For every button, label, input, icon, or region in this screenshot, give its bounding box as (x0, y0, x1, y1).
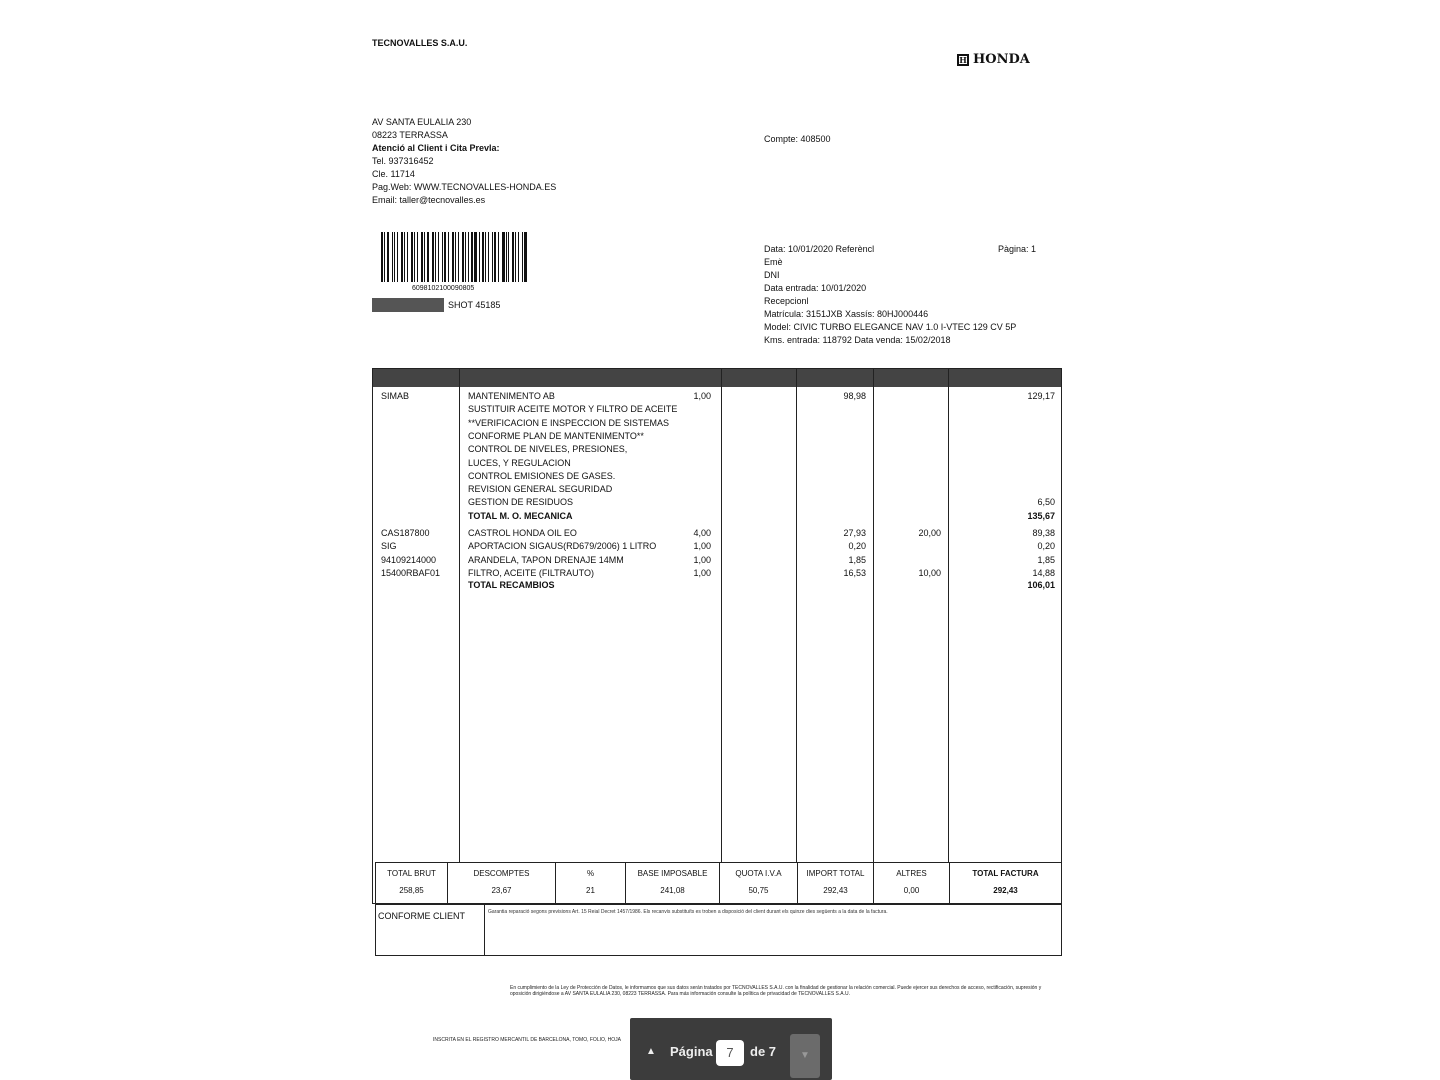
vehicle-line: Model: CIVIC TURBO ELEGANCE NAV 1.0 I-VTEC 129 CV 5P (764, 322, 1017, 332)
barcode-bar (479, 232, 480, 282)
barcode-bar (414, 232, 415, 282)
barcode-bar (524, 232, 527, 282)
cell-qty: 1,00 (693, 391, 711, 401)
barcode-bar (492, 232, 494, 282)
barcode-bar (448, 232, 449, 282)
barcode-bar (455, 232, 456, 282)
cell-desc: MANTENIMENTO AB (468, 391, 555, 401)
barcode-bar (502, 232, 505, 282)
conforme-divider (484, 905, 485, 955)
cell-desc: CONTROL DE NIVELES, PRESIONES, (468, 444, 628, 455)
cell-code: 94109214000 (381, 554, 437, 565)
vehicle-line: Data: 10/01/2020 Referèncl (764, 244, 875, 254)
honda-h-icon: H (957, 54, 969, 66)
cell-desc: TOTAL RECAMBIOS (468, 579, 555, 590)
cell-desc: GESTION DE RESIDUOS (468, 497, 574, 508)
barcode-bar (518, 232, 520, 282)
cell-qty: 1,00 (693, 554, 711, 565)
barcode-bar (512, 232, 514, 282)
cell-code: SIMAB (381, 391, 410, 401)
cell-code: CAS187800 (381, 527, 430, 538)
cell-total: 135,67 (1027, 510, 1055, 521)
page-label: Página (670, 1044, 713, 1059)
conforme-label: CONFORME CLIENT (378, 911, 466, 921)
barcode-bar (381, 232, 383, 282)
cell-desc: APORTACION SIGAUS(RD679/2006) 1 LITRO (468, 541, 657, 552)
previous-page-icon[interactable]: ▲ (646, 1046, 656, 1057)
next-page-button[interactable]: ▼ (790, 1034, 820, 1078)
barcode-bar (421, 232, 423, 282)
barcode-bar (438, 232, 439, 282)
barcode-bar (444, 232, 446, 282)
company-name: TECNOVALLES S.A.U. (372, 38, 468, 48)
barcode-bar (471, 232, 473, 282)
vehicle-line: Kms. entrada: 118792 Data venda: 15/02/2018 (764, 335, 951, 345)
cell-desc: SUSTITUIR ACEITE MOTOR Y FILTRO DE ACEITE (468, 404, 678, 415)
totals-cell: QUOTA I.V.A 50,75 (720, 863, 798, 903)
barcode-bar (384, 232, 385, 282)
barcode-bar (474, 232, 477, 282)
address-line: Cle. 11714 (372, 169, 415, 179)
barcode-bar (498, 232, 499, 282)
address-line: AV SANTA EULALIA 230 (372, 117, 472, 127)
shot-row (372, 298, 500, 312)
barcode-bar (506, 232, 507, 282)
cell-total: 0,20 (1037, 541, 1055, 552)
cell-total: 1,85 (1037, 554, 1055, 565)
page-number-input[interactable]: 7 (716, 1040, 744, 1066)
cell-desc: REVISION GENERAL SEGURIDAD (468, 484, 613, 495)
barcode-bar (482, 232, 484, 282)
totals-cell: TOTAL BRUT 258,85 (376, 863, 448, 903)
vehicle-info (764, 243, 1016, 347)
address-line: Tel. 937316452 (372, 156, 434, 166)
cell-code: SIG (381, 541, 397, 552)
barcode-bar (417, 232, 418, 282)
cell-qty: 1,00 (693, 567, 711, 578)
cell-code: 15400RBAF01 (381, 567, 441, 578)
barcode-bar (515, 232, 516, 282)
barcode-bar (387, 232, 390, 282)
cell-desc: FILTRO, ACEITE (FILTRAUTO) (468, 567, 595, 578)
barcode-bar (462, 232, 464, 282)
cell-desc: CONFORME PLAN DE MANTENIMENTO** (468, 430, 644, 441)
cell-desc: CASTROL HONDA OIL EO (468, 527, 577, 538)
barcode-bar (432, 232, 434, 282)
cell-price: 27,93 (843, 527, 866, 538)
barcode-bar (394, 232, 395, 282)
table-header-bar (373, 369, 1061, 387)
vehicle-line: Emè (764, 257, 783, 267)
company-address (372, 116, 556, 207)
conforme-client-box (375, 904, 1062, 956)
address-line: 08223 TERRASSA (372, 130, 448, 140)
cell-total: 89,38 (1032, 527, 1055, 538)
redacted-block (372, 298, 444, 312)
barcode-bar (458, 232, 459, 282)
vehicle-line: Matrícula: 3151JXB Xassís: 80HJ000446 (764, 309, 929, 319)
account-number: Compte: 408500 (764, 134, 831, 144)
page-total: de 7 (750, 1044, 777, 1059)
barcode-bar (411, 232, 414, 282)
barcode-bar (424, 232, 425, 282)
cell-total: 14,88 (1032, 567, 1055, 578)
cell-desc: CONTROL EMISIONES DE GASES. (468, 470, 616, 481)
vehicle-line: DNI (764, 270, 780, 280)
barcode-bar (392, 232, 393, 282)
column-divider (948, 369, 949, 863)
barcode-bar (485, 232, 486, 282)
page-navigator (630, 1018, 832, 1080)
barcode-bar (435, 232, 436, 282)
barcode-number: 6098102100090805 (412, 285, 475, 292)
cell-desc: LUCES, Y REGULACION (468, 457, 571, 468)
totals-cell: IMPORT TOTAL 292,43 (798, 863, 874, 903)
cell-price: 0,20 (848, 541, 866, 552)
barcode (381, 232, 529, 282)
total-factura-cell: TOTAL FACTURA 292,43 (972, 869, 1039, 895)
column-divider (796, 369, 797, 863)
address-line: Atenció al Client i Cita Prevla: (372, 143, 500, 153)
vehicle-line: Data entrada: 10/01/2020 (764, 283, 867, 293)
registry-notice: INSCRITA EN EL REGISTRO MERCANTIL DE BARCELONA, TOMO, FOLIO, HOJA (433, 1037, 621, 1043)
address-line: Pag.Web: WWW.TECNOVALLES-HONDA.ES (372, 182, 557, 192)
invoice-items-table (372, 368, 1062, 904)
column-divider (459, 369, 460, 863)
barcode-bar (465, 232, 466, 282)
barcode-bar (508, 232, 509, 282)
totals-table (375, 862, 1062, 904)
totals-cell: DESCOMPTES 23,67 (448, 863, 556, 903)
totals-cell: BASE IMPOSABLE 241,08 (626, 863, 720, 903)
shot-label: SHOT 45185 (448, 299, 501, 310)
cell-desc: TOTAL M. O. MECANICA (468, 510, 573, 521)
cell-desc: **VERIFICACION E INSPECCION DE SISTEMAS (468, 417, 670, 428)
barcode-bar (397, 232, 399, 282)
totals-cell: ALTRES 0,00 (874, 863, 950, 903)
cell-total: 106,01 (1027, 579, 1055, 590)
column-divider (721, 369, 722, 863)
legal-notice: En cumplimiento de la Ley de Protección de Datos, le informamos que sus datos serán tratados por TECNOVALLES S.A.U. con la finalidad de gestionar la relación comercial. Puede ejercer sus derechos de acceso, rectificación, supresión y oposición dirigiéndose a AV SANTA EULALIA 230, 08223 TERRASSA. Para más información consulte la política de privacidad de TECNOVALLES S.A.U. (510, 985, 1042, 997)
column-divider (873, 369, 874, 863)
cell-qty: 4,00 (693, 527, 711, 538)
totals-cell: % 21 (556, 863, 626, 903)
barcode-bar (468, 232, 469, 282)
barcode-bar (494, 232, 496, 282)
cell-qty: 1,00 (693, 541, 711, 552)
barcode-bar (442, 232, 444, 282)
cell-dto: 20,00 (918, 527, 941, 538)
barcode-bar (427, 232, 430, 282)
barcode-bar (522, 232, 523, 282)
barcode-bar (452, 232, 455, 282)
barcode-bar (404, 232, 405, 282)
barcode-bar (407, 232, 408, 282)
cell-dto: 10,00 (918, 567, 941, 578)
cell-price: 16,53 (843, 567, 866, 578)
vehicle-line: Recepcionl (764, 296, 809, 306)
conforme-text: Garantia reparació segons previsions Art. 15 Reial Decret 1457/1986. Els recanvis substituïts es troben a disposició del client durant els quinze dies següents a la data de la factura. (488, 909, 888, 915)
honda-logo (957, 52, 1030, 67)
brand-name: HONDA (973, 52, 1030, 67)
cell-price: 1,85 (848, 554, 866, 565)
address-line: Email: taller@tecnovalles.es (372, 195, 486, 205)
barcode-bar (488, 232, 489, 282)
cell-total: 129,17 (1027, 391, 1055, 401)
cell-price: 98,98 (843, 391, 866, 401)
cell-total: 6,50 (1037, 497, 1055, 508)
cell-desc: ARANDELA, TAPON DRENAJE 14MM (468, 554, 624, 565)
barcode-bar (401, 232, 403, 282)
page-number: Pàgina: 1 (998, 244, 1037, 254)
